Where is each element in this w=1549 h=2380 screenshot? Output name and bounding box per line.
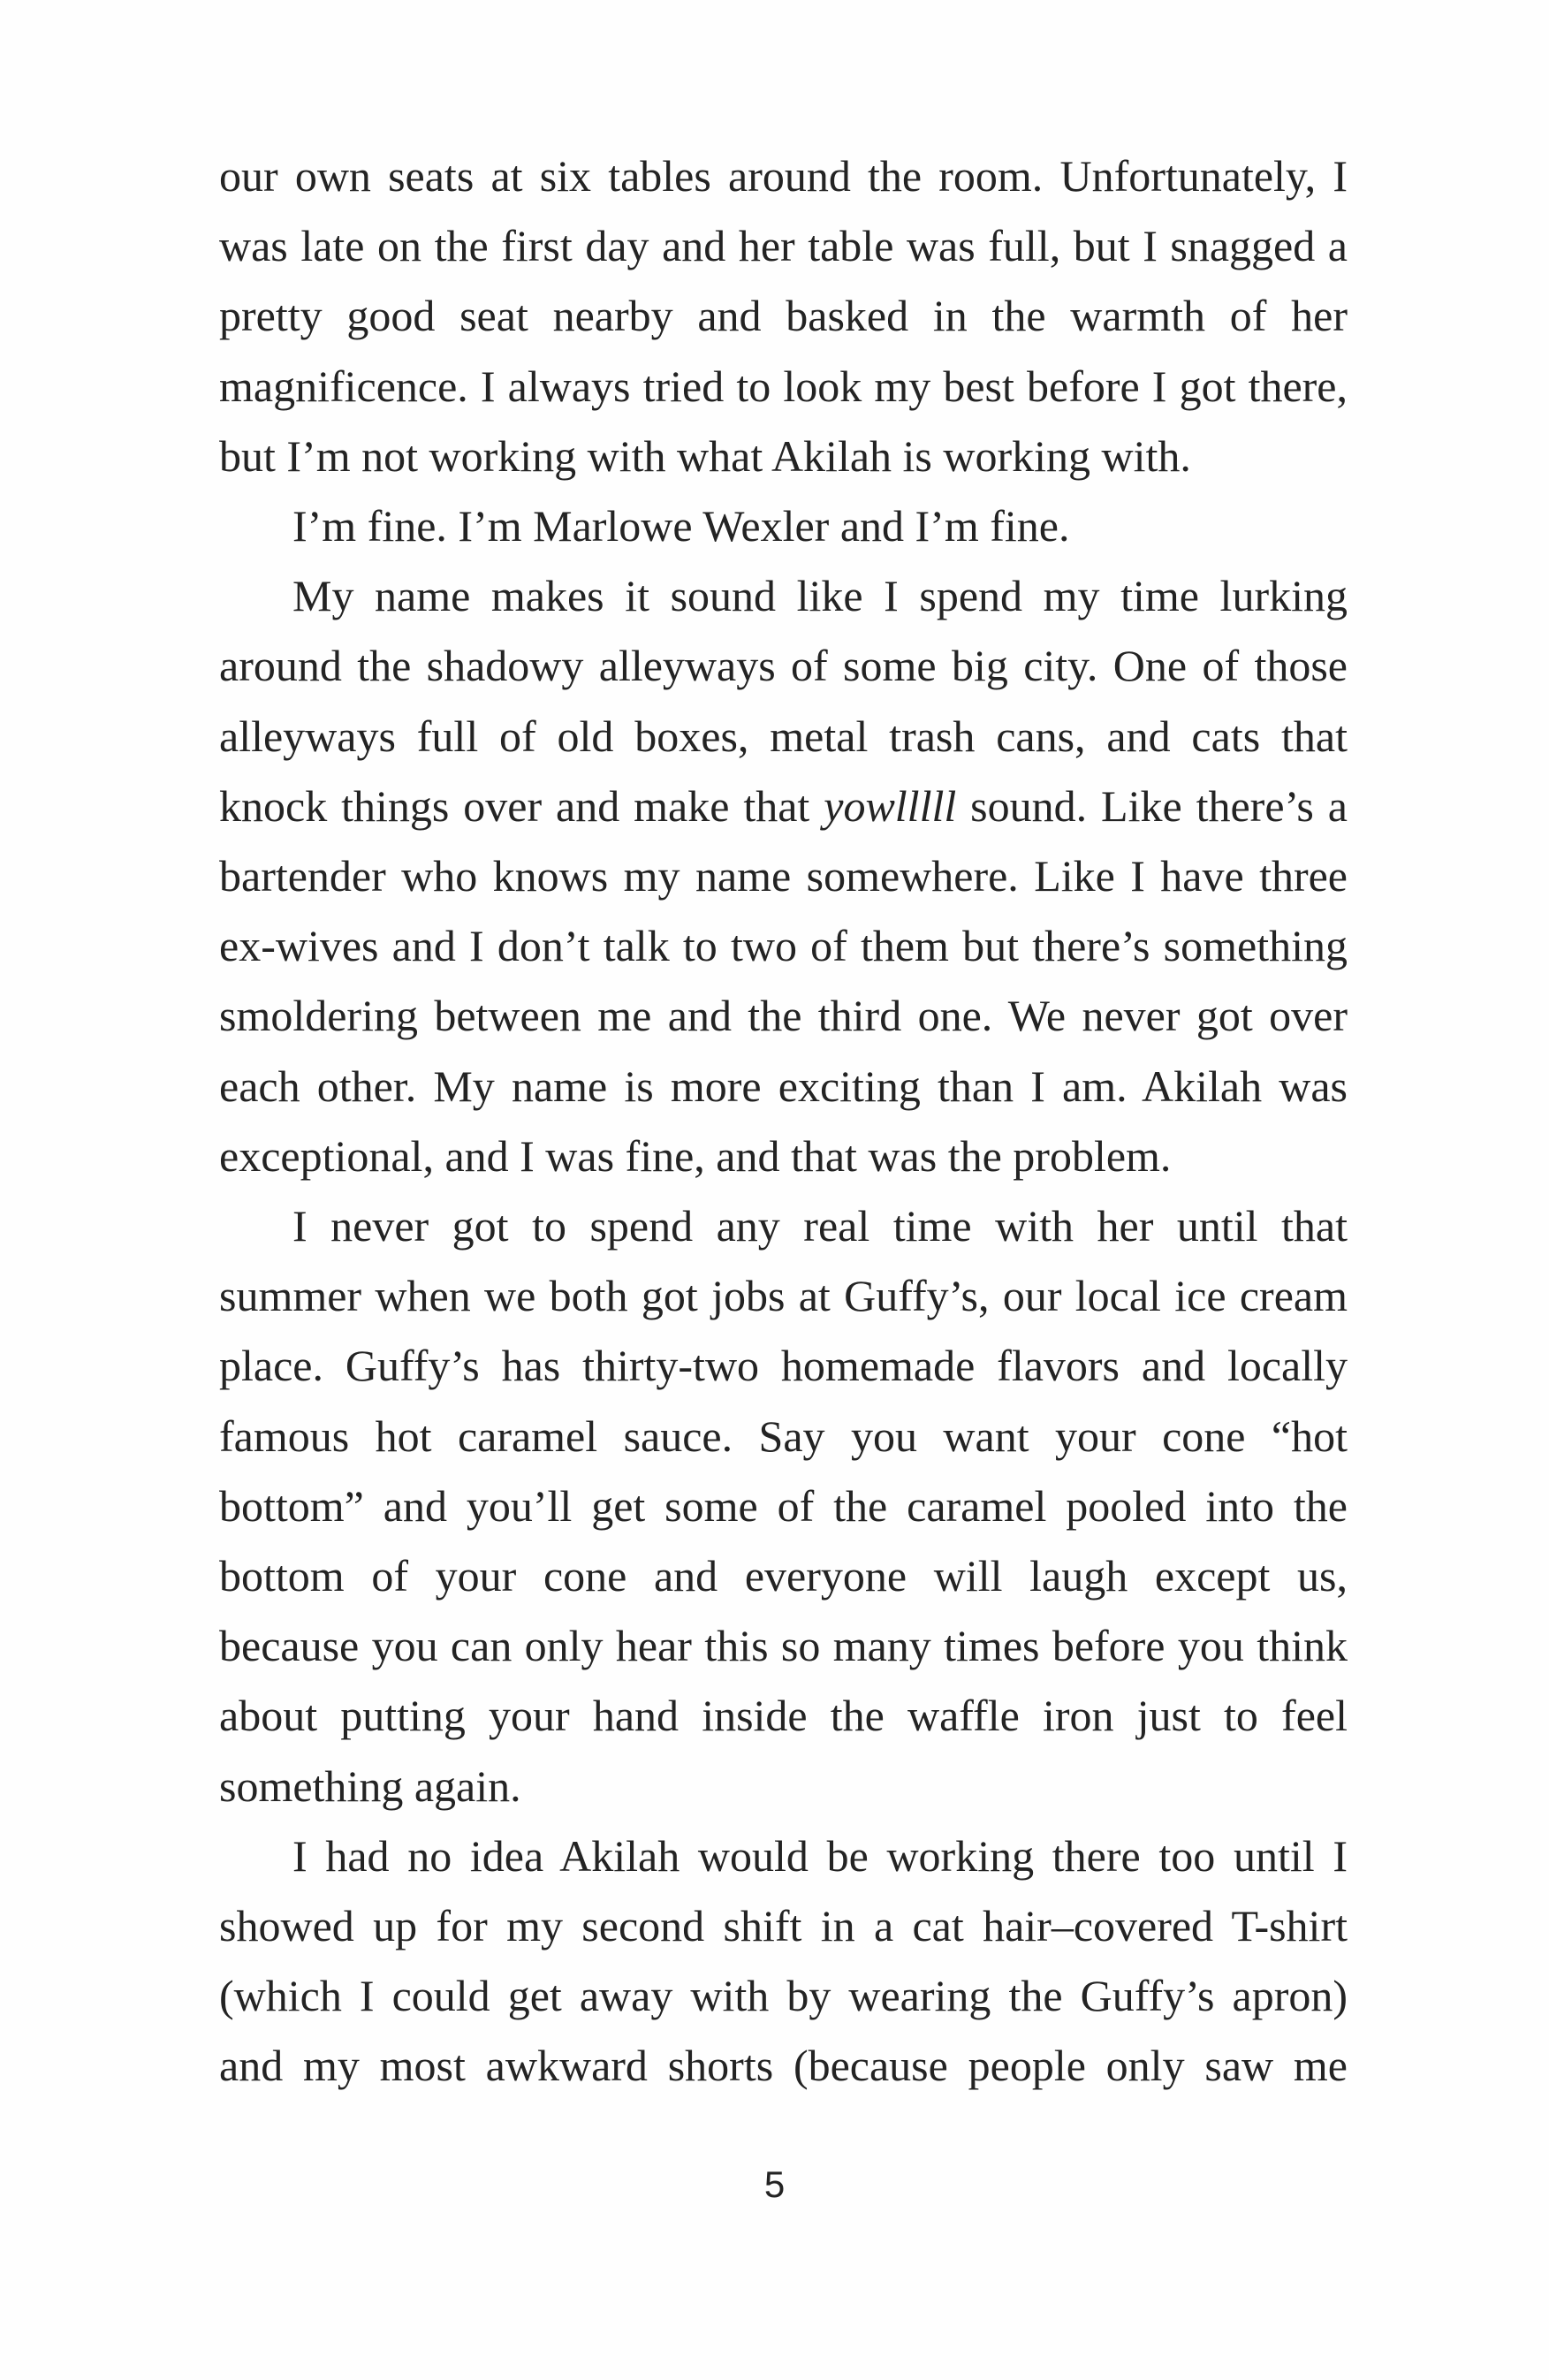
paragraph-1: our own seats at six tables around the room. Unfortunately, I was late on the first day and her table was full, but I snagged a pretty good seat nearby and basked in the warmth of her magnificence. I always tried to look my best before I got there, but I’m not working with what Akilah is working with. xyxy=(219,151,1348,481)
body-text xyxy=(219,141,1348,2102)
paragraph-4: I never got to spend any real time with her until that summer when we both got jobs at Guffy’s, our local ice cream place. Guffy’s has thirty-two homemade flavors and locally famous hot caramel sauce. Say you want your cone “hot bottom” and you’ll get some of the caramel pooled into the bottom of your cone and everyone will laugh except us, because you can only hear this so many times before you think about putting your hand inside the waffle iron just to feel something again. xyxy=(219,1201,1348,1811)
emphasized-word: yowlllll xyxy=(824,780,957,831)
paragraph-3-text-start: My name makes it sound like I spend my time lurking around the shadowy alleyways of some big city. One of those alleyways full of old boxes, metal trash cans, and cats that knock things over and make that xyxy=(219,571,1348,831)
paragraph-3-text-end: sound. Like there’s a bartender who knows my name somewhere. Like I have three ex-wives and I don’t talk to two of them but there’s something smoldering between me and the third one. We never got over each other. My name is more exciting than I am. Akilah was exceptional, and I was fine, and that was the problem. xyxy=(219,780,1348,1181)
paragraph-5: I had no idea Akilah would be working there too until I showed up for my second shift in a cat hair–covered T-shirt (which I could get away with by wearing the Guffy’s apron) and my most awkward shorts (because people only saw me xyxy=(219,1830,1348,2091)
paragraph-3 xyxy=(219,561,1348,1191)
paragraph-2: I’m fine. I’m Marlowe Wexler and I’m fine. xyxy=(292,501,1070,551)
page-number: 5 xyxy=(763,2163,786,2205)
